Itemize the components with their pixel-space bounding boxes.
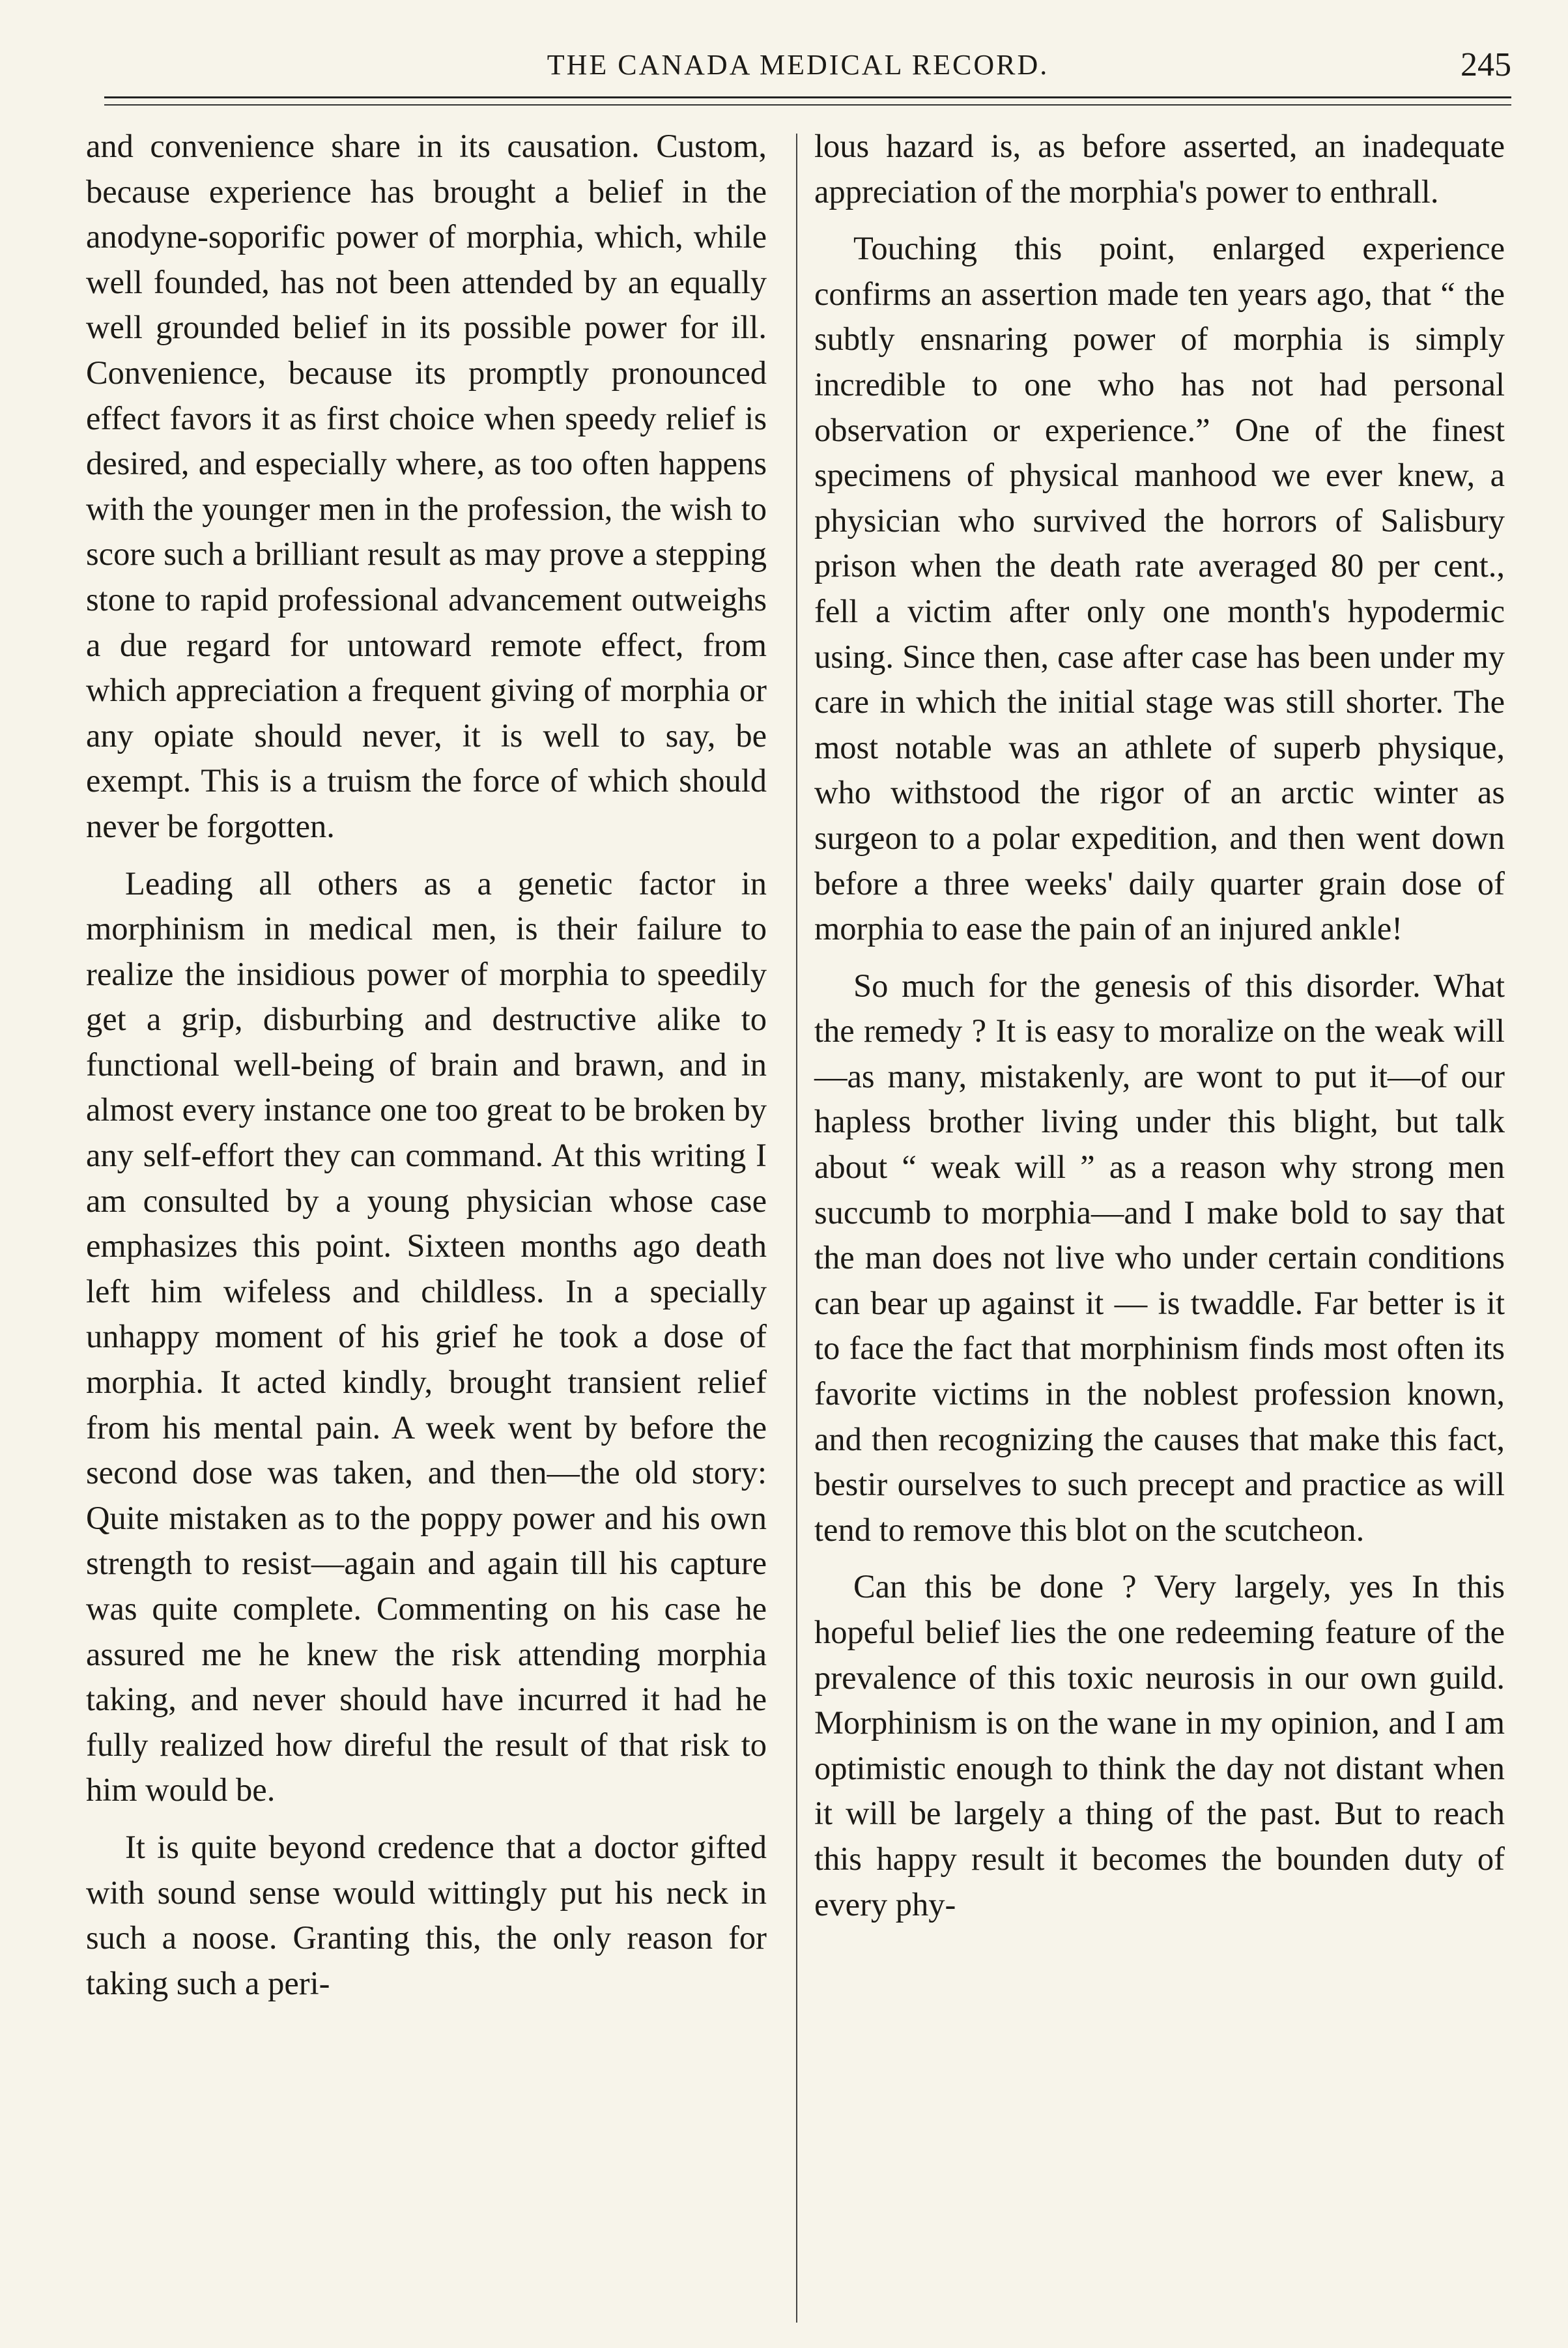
paragraph: Touching this point, enlarged experience confirms an assertion made ten years ago, that “ the subtly ensnaring power of morphia is simply incredible to one who has not had personal observation or experience.” One of the finest specimens of physical manhood we ever knew, a physician who survived the horrors of Salisbury prison when the death rate averaged 80 per cent., fell a victim after only one month's hypodermic using. Since then, case after case has been under my care in which the initial stage was still shorter. The most notable was an athlete of superb physique, who withstood the rigor of an arctic winter as surgeon to a polar expedition, and then went down before a three weeks' daily quarter grain dose of morphia to ease the pain of an injured ankle! [814,230,1505,947]
header-rule [104,104,1511,106]
running-title: THE CANADA MEDICAL RECORD. [547,49,1049,81]
page-header [85,46,1511,98]
right-column [814,124,1505,1927]
column-divider [796,134,797,2323]
paragraph: Leading all others as a genetic factor in morphinism in medical men, is their failure to realize the insidious power of morphia to speedily get a grip, disburbing and destructive alike to functional well-being of brain and brawn, and in almost every instance one too great to be broken by any self-effort they can command. At this writing I am consulted by a young physician whose case emphasizes this point. Sixteen months ago death left him wifeless and childless. In a specially unhappy moment of his grief he took a dose of morphia. It acted kindly, brought transient relief from his mental pain. A week went by before the second dose was taken, and then—the old story: Quite mistaken as to the poppy power and his own strength to resist—again and again till his capture was quite complete. Commenting on his case he assured me he knew the risk attending morphia taking, and never should have incurred it had he fully realized how direful the result of that risk to him would be. [86,865,767,1809]
header-rule [104,96,1511,98]
paragraph: lous hazard is, as before asserted, an inadequate appreciation of the morphia's power to enthrall. [814,128,1505,210]
paragraph: So much for the genesis of this disorder. What the remedy ? It is easy to moralize on the weak will—as many, mistakenly, are wont to put it—of our hapless brother living under this blight, but talk about “ weak will ” as a reason why strong men succumb to morphia—and I make bold to say that the man does not live who under certain conditions can bear up against it — is twaddle. Far better is it to face the fact that morphinism finds most often its favorite victims in the noblest profession known, and then recognizing the causes that make this fact, bestir ourselves to such precept and practice as will tend to remove this blot on the scutcheon. [814,967,1505,1548]
paragraph: It is quite beyond credence that a doctor gifted with sound sense would wittingly put his neck in such a noose. Granting this, the only reason for taking such a peri- [86,1828,767,2001]
paragraph: Can this be done ? Very largely, yes In this hopeful belief lies the one redeeming feature of the prevalence of this toxic neurosis in our own guild. Morphinism is on the wane in my opinion, and I am optimistic enough to think the day not distant when it will be largely a thing of the past. But to reach this happy result it becomes the bounden duty of every phy- [814,1568,1505,1923]
left-column [86,124,767,2006]
page-number: 245 [1461,46,1511,83]
paragraph: and convenience share in its causation. Custom, because experience has brought a belief in the anodyne-soporific power of morphia, which, while well founded, has not been attended by an equally well grounded belief in its possible power for ill. Convenience, because its promptly pronounced effect favors it as first choice when speedy relief is desired, and especially where, as too often happens with the younger men in the profession, the wish to score such a brilliant result as may prove a stepping stone to rapid professional advancement outweighs a due regard for untoward remote effect, from which appreciation a frequent giving of morphia or any opiate should never, it is well to say, be exempt. This is a truism the force of which should never be forgotten. [86,128,767,844]
